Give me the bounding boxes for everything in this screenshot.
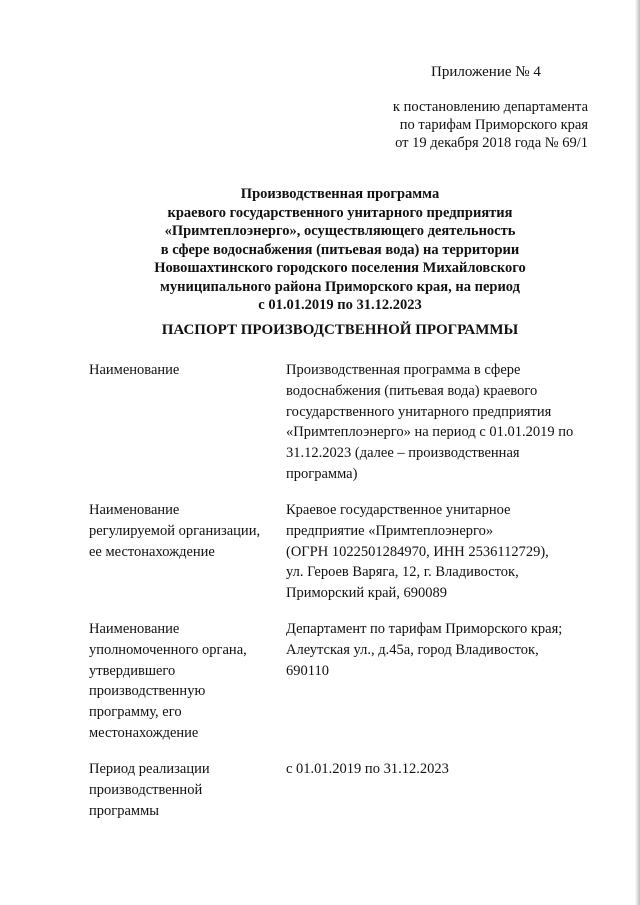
value-line: программа) — [286, 465, 358, 482]
value-line: ул. Героев Варяга, 12, г. Владивосток, — [286, 564, 519, 581]
passport-heading: ПАСПОРТ ПРОИЗВОДСТВЕННОЙ ПРОГРАММЫ — [161, 322, 519, 338]
value-line: 31.12.2023 (далее – производственная — [286, 445, 520, 462]
row-value — [286, 500, 606, 604]
label-line: Период реализации — [89, 761, 210, 777]
value-line: водоснабжения (питьевая вода) краевого — [286, 382, 538, 399]
appendix-number: Приложение № 4 — [431, 64, 541, 80]
value-line: с 01.01.2019 по 31.12.2023 — [286, 761, 449, 777]
reference-line: к постановлению департамента — [392, 99, 588, 115]
program-title — [90, 185, 590, 315]
label-line: местонахождение — [89, 724, 199, 741]
row-value — [286, 759, 606, 780]
value-line: Алеутская ул., д.45а, город Владивосток, — [286, 641, 539, 658]
value-line: Приморский край, 690089 — [286, 585, 448, 602]
label-line: Наименование — [89, 502, 180, 518]
reference-line: от 19 декабря 2018 года № 69/1 — [395, 135, 588, 151]
value-line: Департамент по тарифам Приморского края; — [286, 621, 563, 637]
value-line: предприятие «Примтеплоэнерго» — [286, 522, 494, 539]
row-label — [89, 360, 284, 381]
row-value — [286, 360, 606, 485]
label-line: уполномоченного органа, — [89, 641, 247, 658]
row-label — [89, 759, 284, 821]
title-line: муниципального района Приморского края, на период — [160, 278, 520, 295]
page-edge-shadow — [635, 0, 640, 905]
value-line: Производственная программа в сфере — [286, 362, 521, 378]
label-line: Наименование — [89, 362, 180, 378]
label-line: производственную — [89, 683, 206, 700]
label-line: регулируемой организации, — [89, 522, 261, 539]
label-line: программу, его — [89, 704, 182, 721]
row-value — [286, 619, 606, 681]
row-label — [89, 500, 284, 562]
label-line: утвердившего — [89, 662, 176, 679]
value-line: 690110 — [286, 662, 329, 679]
label-line: программы — [89, 802, 159, 819]
title-line: краевого государственного унитарного предприятия — [167, 204, 513, 221]
title-line: Производственная программа — [240, 186, 440, 202]
value-line: государственного унитарного предприятия — [286, 403, 552, 420]
title-line: Новошахтинского городского поселения Михайловского — [154, 260, 526, 276]
label-line: Наименование — [89, 621, 180, 637]
value-line: (ОГРН 1022501284970, ИНН 2536112729), — [286, 543, 549, 560]
label-line: ее местонахождение — [89, 543, 215, 560]
label-line: производственной — [89, 781, 203, 798]
reference-line: по тарифам Приморского края — [399, 117, 588, 133]
row-label — [89, 619, 284, 744]
reference-block — [372, 98, 588, 152]
title-line: с 01.01.2019 по 31.12.2023 — [258, 297, 422, 313]
value-line: «Примтеплоэнерго» на период с 01.01.2019 по — [286, 424, 574, 441]
title-line: в сфере водоснабжения (питьевая вода) на территории — [160, 241, 520, 258]
value-line: Краевое государственное унитарное — [286, 502, 511, 518]
title-line: «Примтеплоэнерго», осуществляющего деятельность — [164, 223, 516, 239]
